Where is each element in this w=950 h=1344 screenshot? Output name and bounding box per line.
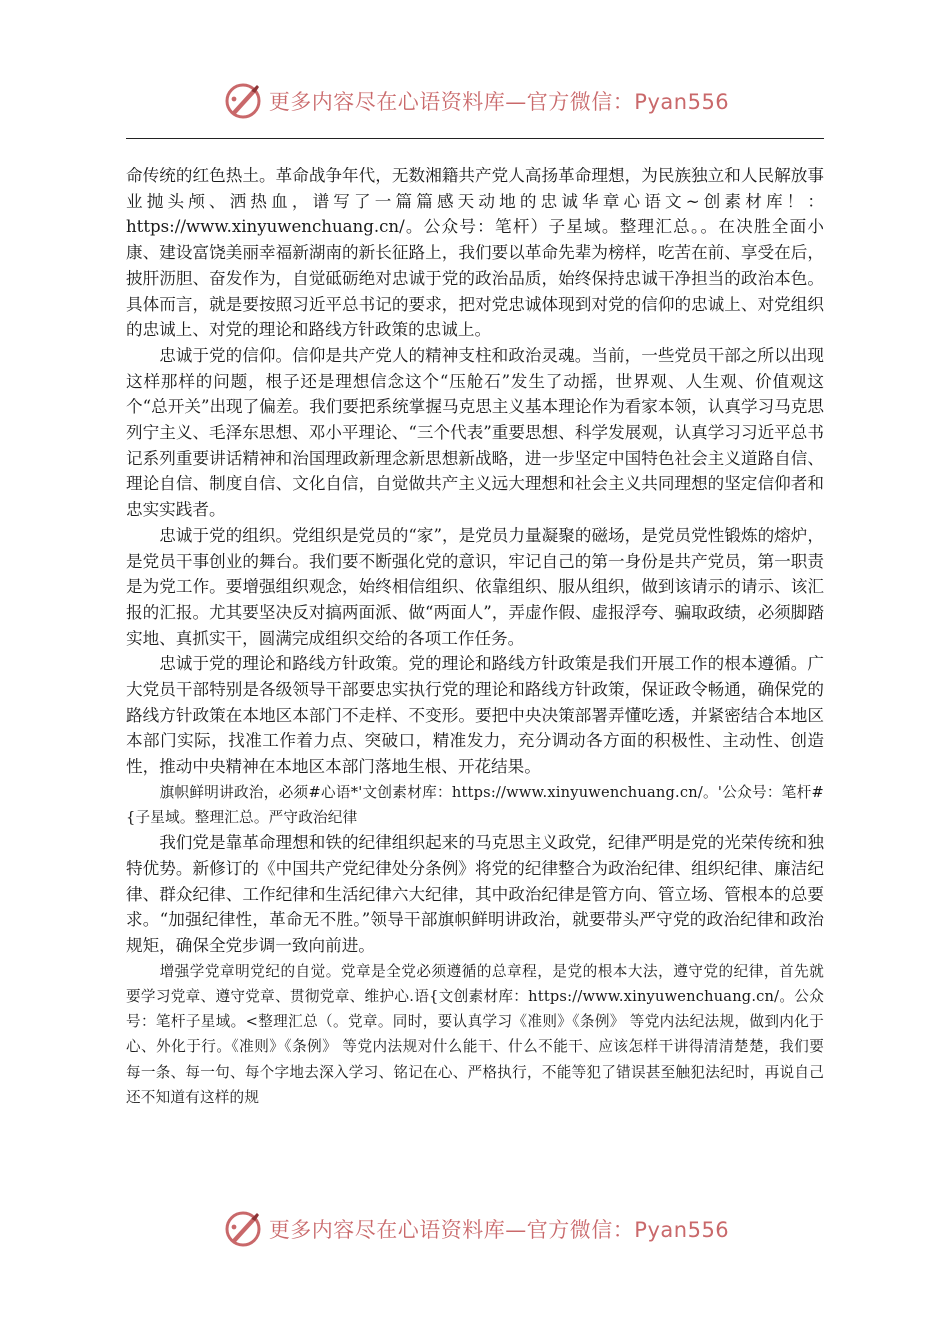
paragraph-section-heading: 旗帜鲜明讲政治，必须#心语*'文创素材库：https://www.xinyuwenchuang.cn/。'公众号：笔杆#{子星域。整理汇总。严守政治纪律 [126, 783, 824, 827]
paragraph-policy: 忠诚于党的理论和路线方针政策。党的理论和路线方针政策是我们开展工作的根本遵循。广大党员干部特别是各级领导干部要忠实执行党的理论和路线方针政策，保证政令畅通，确保党的路线方针政策在本地区本部门不走样、不变形。要把中央决策部署弄懂吃透，并紧密结合本地区本部门实际，找准工作着力点、突破口，精准发力，充分调动各方面的积极性、主动性、创造性，推动中央精神在本地区本部门落地生根、开花结果。 [126, 654, 824, 777]
paragraph-discipline: 我们党是靠革命理想和铁的纪律组织起来的马克思主义政党，纪律严明是党的光荣传统和独特优势。新修订的《中国共产党纪律处分条例》将党的纪律整合为政治纪律、组织纪律、廉洁纪律、群众纪律、工作纪律和生活纪律六大纪律，其中政治纪律是管方向、管立场、管根本的总要求。“加强纪律性，革命无不胜。”领导干部旗帜鲜明讲政治，就要带头严守党的政治纪律和政治规矩，确保全党步调一致向前进。 [126, 833, 824, 956]
paragraph-party-charter: 增强学党章明党纪的自觉。党章是全党必须遵循的总章程，是党的根本大法，遵守党的纪律，首先就要学习党章、遵守党章、贯彻党章、维护心.语{文创素材库：https://www.xinyuwenchuang.cn/。公众号：笔杆子星域。<整理汇总（。党章。同时，要认真学习《准则》《条例》 等党内法纪法规，做到内化于心、外化于行。《准则》《条例》 等党内法规对什么能干、什么不能干、应该怎样干讲得清清楚楚，我们要每一条、每一句、每个字地去深入学习、铭记在心、严格执行，不能等犯了错误甚至触犯法纪时，再说自己还不知道有这样的规 [126, 962, 824, 1106]
header-banner [0, 76, 950, 126]
footer-banner-text: 更多内容尽在心语资料库—官方微信：Pyan556 [268, 1218, 730, 1242]
pen-brush-logo-icon [221, 1207, 265, 1251]
footer-banner [0, 1204, 950, 1254]
paragraph-intro: 命传统的红色热土。革命战争年代，无数湘籍共产党人高扬革命理想，为民族独立和人民解放事业抛头颅、洒热血，谱写了一篇篇感天动地的忠诚华章心语文~创素材库！：https://www.xinyuwenchuang.cn/。公众号：笔杆）子星域。整理汇总。。在决胜全面小康、建设富饶美丽幸福新湖南的新长征路上，我们要以革命先辈为榜样，吃苦在前、享受在后，披肝沥胆、奋发作为，自觉砥砺绝对忠诚于党的政治品质，始终保持忠诚干净担当的政治本色。具体而言，就是要按照习近平总书记的要求，把对党忠诚体现到对党的信仰的忠诚上、对党组织的忠诚上、对党的理论和路线方针政策的忠诚上。 [126, 166, 824, 340]
document-body [126, 163, 824, 1110]
paragraph-faith: 忠诚于党的信仰。信仰是共产党人的精神支柱和政治灵魂。当前，一些党员干部之所以出现这样那样的问题，根子还是理想信念这个“压舱石”发生了动摇，世界观、人生观、价值观这个“总开关”出现了偏差。我们要把系统掌握马克思主义基本理论作为看家本领，认真学习马克思列宁主义、毛泽东思想、邓小平理论、“三个代表”重要思想、科学发展观，认真学习习近平总书记系列重要讲话精神和治国理政新理念新思想新战略，进一步坚定中国特色社会主义道路自信、理论自信、制度自信、文化自信，自觉做共产主义远大理想和社会主义共同理想的坚定信仰者和忠实实践者。 [126, 345, 824, 520]
header-banner-text: 更多内容尽在心语资料库—官方微信：Pyan556 [268, 90, 730, 114]
header-divider [126, 138, 824, 139]
pen-brush-logo-icon [221, 79, 265, 123]
paragraph-organization: 忠诚于党的组织。党组织是党员的“家”，是党员力量凝聚的磁场，是党员党性锻炼的熔炉，是党员干事创业的舞台。我们要不断强化党的意识，牢记自己的第一身份是共产党员，第一职责是为党工作。要增强组织观念，始终相信组织、依靠组织、服从组织，做到该请示的请示、该汇报的汇报。尤其要坚决反对搞两面派、做“两面人”，弄虚作假、虚报浮夸、骗取政绩，必须脚踏实地、真抓实干，圆满完成组织交给的各项工作任务。 [126, 525, 824, 648]
